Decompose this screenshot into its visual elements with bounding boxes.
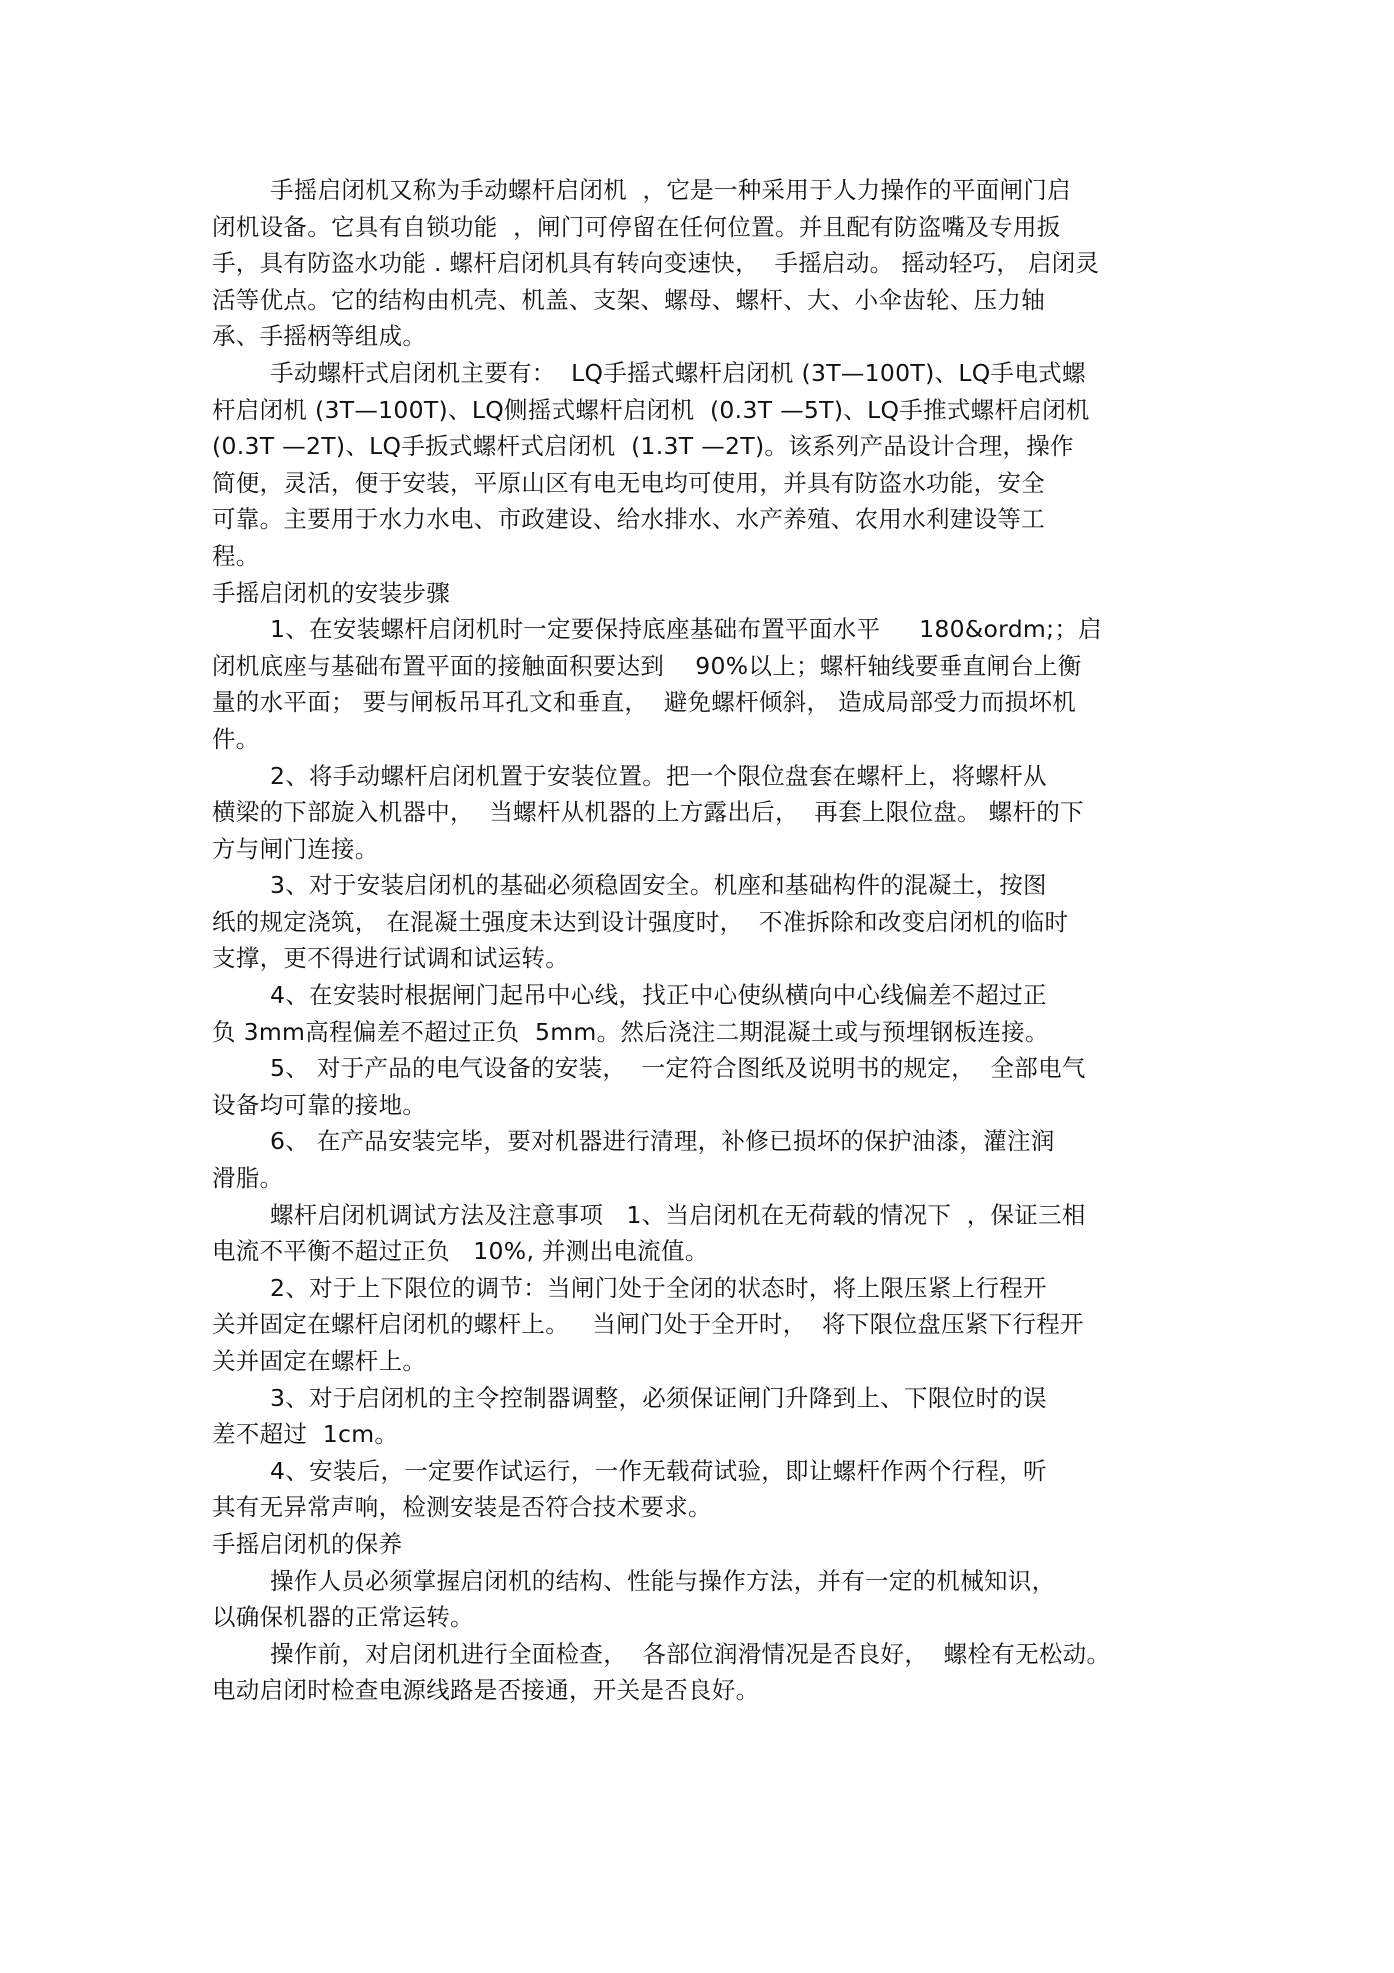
text-line: 3、对于安装启闭机的基础必须稳固安全。机座和基础构件的混凝土，按图 (270, 871, 1047, 900)
text-line: 件。 (212, 724, 260, 753)
text-line: 电动启闭时检查电源线路是否接通，开关是否良好。 (212, 1676, 760, 1705)
text-line: 承、手摇柄等组成。 (212, 322, 427, 351)
text-line: 以确保机器的正常运转。 (212, 1603, 474, 1632)
text-line: 操作前，对启闭机进行全面检查， 各部位润滑情况是否良好， 螺栓有无松动。 (270, 1639, 1111, 1668)
text-line: 3、对于启闭机的主令控制器调整，必须保证闸门升降到上、下限位时的误 (270, 1383, 1047, 1412)
text-line: 差不超过 1cm。 (212, 1420, 399, 1449)
text-line: 程。 (212, 541, 260, 570)
document-body (212, 172, 1192, 1709)
text-line: 手摇启闭机的安装步骤 (212, 578, 450, 607)
text-line: 杆启闭机 (3T—100T)、LQ侧摇式螺杆启闭机 (0.3T —5T)、LQ手推式螺杆启闭机 (212, 395, 1090, 424)
text-line: 关并固定在螺杆启闭机的螺杆上。 当闸门处于全开时， 将下限位盘压紧下行程开 (212, 1310, 1084, 1339)
text-line: (0.3T —2T)、LQ手扳式螺杆式启闭机 (1.3T —2T)。该系列产品设计合理，操作 (212, 432, 1074, 461)
text-line: 关并固定在螺杆上。 (212, 1347, 427, 1375)
text-line: 其有无异常声响，检测安装是否符合技术要求。 (212, 1493, 712, 1522)
text-line: 方与闸门连接。 (212, 834, 379, 863)
text-line: 闭机底座与基础布置平面的接触面积要达到 90%以上；螺杆轴线要垂直闸台上衡 (212, 651, 1082, 680)
text-line: 简便，灵活，便于安装，平原山区有电无电均可使用，并具有防盗水功能，安全 (212, 468, 1045, 497)
text-line: 负 3mm高程偏差不超过正负 5mm。然后浇注二期混凝土或与预埋钢板连接。 (212, 1017, 1049, 1046)
text-line: 滑脂。 (212, 1164, 284, 1193)
text-line: 1、在安装螺杆启闭机时一定要保持底座基础布置平面水平 180&ordm;；启 (270, 615, 1102, 644)
text-line: 可靠。主要用于水力水电、市政建设、给水排水、水产养殖、农用水利建设等工 (212, 505, 1045, 534)
text-line: 量的水平面； 要与闸板吊耳孔文和垂直， 避免螺杆倾斜， 造成局部受力而损坏机 (212, 688, 1077, 717)
text-line: 手摇启闭机又称为手动螺杆启闭机 ，它是一种采用于人力操作的平面闸门启 (270, 176, 1071, 204)
text-line: 4、在安装时根据闸门起吊中心线，找正中心使纵横向中心线偏差不超过正 (270, 981, 1047, 1010)
text-line: 2、对于上下限位的调节：当闸门处于全闭的状态时，将上限压紧上行程开 (270, 1273, 1047, 1302)
text-line: 手动螺杆式启闭机主要有： LQ手摇式螺杆启闭机 (3T—100T)、LQ手电式螺 (270, 358, 1086, 387)
text-line: 手摇启闭机的保养 (212, 1529, 403, 1558)
text-line: 手，具有防盗水功能 . 螺杆启闭机具有转向变速快， 手摇启动。 摇动轻巧， 启闭灵 (212, 249, 1100, 278)
text-line: 电流不平衡不超过正负 10%, 并测出电流值。 (212, 1237, 709, 1266)
text-line: 横梁的下部旋入机器中， 当螺杆从机器的上方露出后， 再套上限位盘。 螺杆的下 (212, 798, 1084, 827)
text-line: 设备均可靠的接地。 (212, 1090, 427, 1119)
text-line: 6、 在产品安装完毕，要对机器进行清理，补修已损坏的保护油漆，灌注润 (270, 1127, 1055, 1156)
text-line: 4、安装后，一定要作试运行，一作无载荷试验，即让螺杆作两个行程，听 (270, 1456, 1047, 1485)
text-line: 支撑，更不得进行试调和试运转。 (212, 944, 569, 973)
text-line: 5、 对于产品的电气设备的安装， 一定符合图纸及说明书的规定， 全部电气 (270, 1054, 1086, 1083)
text-line: 纸的规定浇筑， 在混凝土强度未达到设计强度时， 不准拆除和改变启闭机的临时 (212, 907, 1069, 936)
text-line: 2、将手动螺杆启闭机置于安装位置。把一个限位盘套在螺杆上，将螺杆从 (270, 761, 1047, 790)
text-line: 闭机设备。它具有自锁功能 ，闸门可停留在任何位置。并且配有防盗嘴及专用扳 (212, 212, 1061, 241)
text-line: 螺杆启闭机调试方法及注意事项 1、当启闭机在无荷载的情况下 ，保证三相 (270, 1200, 1086, 1229)
text-line: 活等优点。它的结构由机壳、机盖、支架、螺母、螺杆、大、小伞齿轮、压力轴 (212, 285, 1045, 314)
text-line: 操作人员必须掌握启闭机的结构、性能与操作方法，并有一定的机械知识， (270, 1566, 1056, 1595)
